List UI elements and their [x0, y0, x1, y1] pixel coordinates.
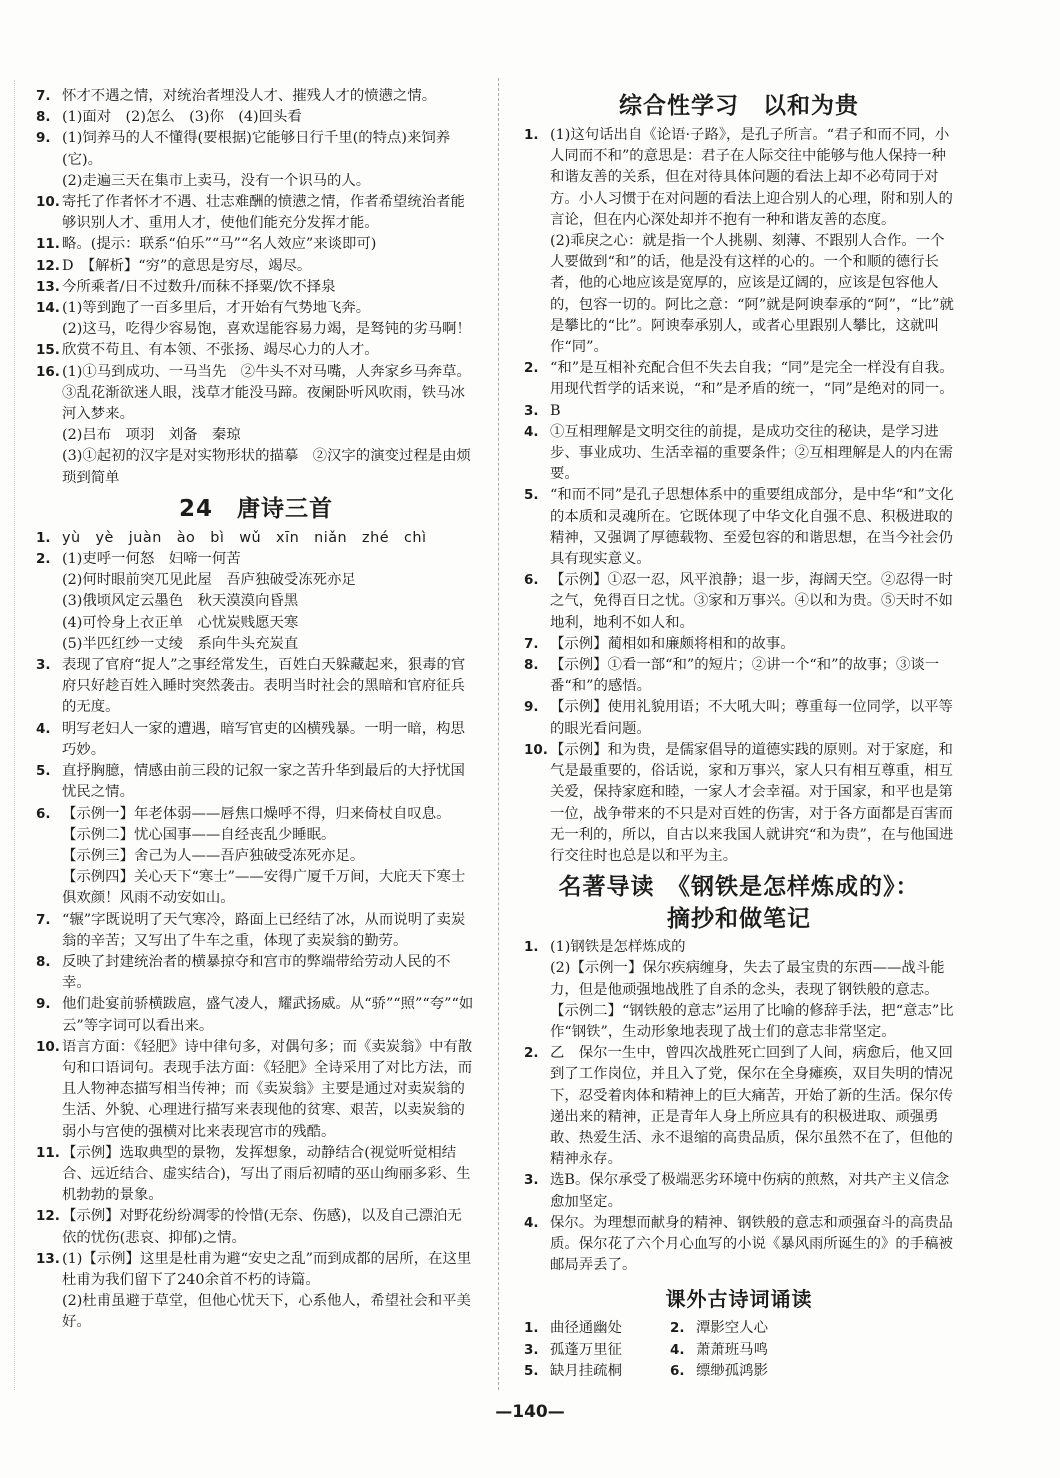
- section-heading-24: 24 唐诗三首: [178, 495, 333, 522]
- poem-line: 萧萧班马鸣: [696, 1341, 768, 1358]
- item-number: 11.: [36, 1144, 60, 1161]
- answer-text: (1)【示例】这里是杜甫为避“安史之乱”而到成都的居所，在这里杜甫为我们留下了240余首不朽的诗篇。: [62, 1250, 472, 1288]
- item-number: 1.: [524, 127, 539, 143]
- answer-item: [524, 401, 954, 422]
- item-number: 10.: [36, 194, 60, 211]
- item-number: 4.: [670, 1341, 685, 1358]
- poem-line: 潭影空人心: [696, 1320, 768, 1337]
- answer-text: 明写老妇人一家的遭遇，暗写官吏的凶横残暴。一明一暗，构思巧妙。: [62, 720, 465, 758]
- answer-item: [524, 740, 954, 867]
- answer-text: 反映了封建统治者的横暴掠夺和宫市的弊端带给劳动人民的不幸。: [62, 953, 451, 992]
- answer-item: [36, 256, 476, 277]
- item-number: 7.: [36, 88, 51, 104]
- answer-text: 【示例一】年老体弱——唇焦口燥呼不得，归来倚杖自叹息。: [62, 805, 451, 822]
- item-number: 14.: [36, 300, 60, 317]
- answer-text: 寄托了作者怀才不遇、壮志难酬的愤懑之情，作者希望统治者能够识别人才、重用人才，使他们能充分发挥才能。: [62, 194, 465, 232]
- answer-item: [36, 804, 476, 910]
- answer-item: [36, 952, 476, 994]
- item-number: 2.: [670, 1320, 685, 1337]
- section-heading-classics: [524, 871, 954, 935]
- answer-text: 表现了官府“捉人”之事经常发生，百姓白天躲藏起来，狠毒的官府只好趁百姓入睡时突然袭击。表明当时社会的黑暗和官府征兵的无度。: [62, 657, 466, 716]
- answer-text: (3)①起初的汉字是对实物形状的描摹 ②汉字的演变过程是由烦琐到简单: [62, 448, 471, 486]
- answer-text: 【示例】蔺相如和廉颇将相和的故事。: [550, 635, 795, 652]
- answer-text: (1)①马到成功、一马当先 ②牛头不对马嘴，人奔家乡马奔草。③乱花渐欲迷人眼，浅草才能没马蹄。夜阑卧听风吹雨，铁马冰河入梦来。: [62, 363, 471, 423]
- item-number: 3.: [36, 657, 51, 674]
- answer-item: [36, 549, 476, 655]
- answer-item: [36, 1249, 476, 1334]
- answer-text: 【示例】和为贵，是儒家倡导的道德实践的原则。对于家庭，和气是最重要的，俗话说，家和万事兴，家人只有相互尊重，相互关爱，保持家庭和睦，一家人才会幸福。对于国家，和平也是第一位，战争带来的不只是对百姓的伤害，对于各方面都是百害而无一利的，所以，自古以来我国人就讲究“和为贵”，在与他国进行交往时也总是以和平为主。: [550, 741, 954, 864]
- answer-text: (2)【示例一】保尔疾病缠身，失去了最宝贵的东西——战斗能力，但是他顽强地战胜了自杀的念头，表现了钢铁般的意志。: [550, 960, 945, 998]
- answer-item: [36, 910, 476, 952]
- answer-text: (2)吕布 项羽 刘备 秦琼: [62, 427, 241, 444]
- answers-block-8: [36, 86, 476, 489]
- answer-item: [36, 719, 476, 761]
- answer-item: [524, 570, 954, 634]
- answers-block-harmony: [524, 125, 954, 867]
- answer-text: 【示例四】关心天下“寒士”——安得广厦千万间，大庇天下寒士俱欢颜！风雨不动安如山。: [62, 869, 466, 907]
- item-number: 1.: [36, 529, 51, 546]
- answer-item: [524, 1170, 954, 1212]
- answer-text: 【示例】使用礼貌用语；不大吼大叫；尊重每一位同学，以平等的眼光看问题。: [550, 699, 953, 737]
- poem-answer: [524, 1340, 670, 1361]
- item-number: 16.: [36, 363, 60, 380]
- answer-text: (4)可怜身上衣正单 心忧炭贱愿天寒: [62, 614, 299, 631]
- answer-item: [524, 634, 954, 655]
- answer-text: “辗”字既说明了天气寒冷，路面上已经结了冰，从而说明了卖炭翁的辛苦；又写出了牛车之重，体现了卖炭翁的勤劳。: [62, 911, 466, 949]
- poem-line: 曲径通幽处: [550, 1320, 622, 1337]
- answer-text: (1)等到跑了一百多里后，才开始有气势地飞奔。: [62, 300, 371, 317]
- answer-text: (1)这句话出自《论语·子路》，是孔子所言。“君子和而不同，小人同而不和”的意思是：君子在人际交往中能够与他人保持一种和谐友善的关系，但在对待具体问题的看法上却不必苟同于对方。小人习惯于在对问题的看法上迎合别人的心理，附和别人的言论，但在内心深处却并不抱有一种和谐友善的态度。: [550, 127, 953, 228]
- answer-item: [36, 1037, 476, 1143]
- poem-answer: [524, 1361, 670, 1382]
- answer-text: (3)俄顷风定云墨色 秋天漠漠向昏黑: [62, 593, 299, 610]
- answer-text: 【示例】①看一部“和”的短片；②讲一个“和”的故事；③谈一番“和”的感悟。: [550, 657, 940, 695]
- answer-text: (2)杜甫虽避于草堂，但他心忧天下，心系他人，希望社会和平美好。: [62, 1293, 471, 1331]
- item-number: 11.: [36, 236, 60, 253]
- answer-item: [36, 655, 476, 719]
- item-number: 4.: [524, 423, 539, 440]
- item-number: 6.: [670, 1362, 685, 1379]
- poem-row: [524, 1318, 954, 1339]
- section-heading-harmony: 综合性学习 以和为贵: [619, 93, 859, 119]
- poem-answer: [670, 1361, 816, 1382]
- answer-text: (5)半匹红纱一丈绫 系向牛头充炭直: [62, 635, 299, 652]
- item-number: 9.: [36, 130, 51, 147]
- poem-line: 缺月挂疏桐: [550, 1362, 622, 1379]
- answer-text: 保尔。为理想而献身的精神、钢铁般的意志和顽强奋斗的高贵品质。保尔花了六个月心血写的小说《暴风雨所诞生的》的手稿被邮局弄丢了。: [550, 1214, 953, 1274]
- item-number: 7.: [36, 911, 51, 928]
- answer-text: 【示例二】忧心国事——自经丧乱少睡眠。: [62, 826, 336, 843]
- answer-text: D 【解析】“穷”的意思是穷尽，竭尽。: [62, 257, 312, 274]
- answer-item: [36, 362, 476, 489]
- answer-text: 今所乘者/日不过数升/而秣不择粟/饮不择泉: [62, 278, 336, 295]
- answer-text: 【示例】选取典型的景物，发挥想象，动静结合(视觉听觉相结合、远近结合、虚实结合)，写出了雨后初晴的巫山绚丽多彩、生机勃勃的景象。: [62, 1144, 471, 1204]
- item-number: 2.: [36, 551, 51, 568]
- answer-item: [36, 761, 476, 803]
- answer-item: [36, 192, 476, 234]
- item-number: 4.: [36, 720, 51, 737]
- answer-text: 【示例三】舍己为人——吾庐独破受冻死亦足。: [62, 847, 365, 864]
- answer-text: “和”是互相补充配合但不失去自我；“同”是完全一样没有自我。用现代哲学的话来说，“和”是矛盾的统一，“同”是绝对的同一。: [550, 360, 954, 398]
- answer-text: (2)这马，吃得少容易饱，喜欢逞能容易力竭，是驽钝的劣马啊！: [62, 321, 471, 338]
- answer-item: [524, 937, 954, 1043]
- answer-text: 【示例二】“钢铁般的意志”运用了比喻的修辞手法，把“意志”比作“钢铁”，生动形象地表现了战士们的意志非常坚定。: [550, 1002, 954, 1040]
- item-number: 2.: [524, 1045, 539, 1062]
- answer-item: [36, 86, 476, 107]
- answer-item: [524, 1213, 954, 1277]
- answer-text: (2)何时眼前突兀见此屋 吾庐独破受冻死亦足: [62, 572, 356, 589]
- answer-text: 他们赴宴前骄横跋扈，盛气凌人，耀武扬威。从“骄”“照”“夸”“如云”等字词可以看出来。: [62, 996, 474, 1034]
- pinyin-answer: yù yè juàn ào bì wǔ xīn niǎn zhé chì: [62, 529, 427, 546]
- item-number: 6.: [524, 572, 539, 589]
- answer-text: 语言方面：《轻肥》诗中律句多，对偶句多；而《卖炭翁》中有散句和口语词句。表现手法方面：《轻肥》全诗采用了对比方法，而且人物神态描写相当传神；而《卖炭翁》主要是通过对卖炭翁的生活、外貌、心理进行描写来表现他的贫寒、艰苦，以卖炭翁的弱小与宫使的强横对比来表现宫市的残酷。: [62, 1038, 473, 1140]
- answer-item: [36, 340, 476, 361]
- answer-text: “和而不同”是孔子思想体系中的重要组成部分，是中华“和”文化的本质和灵魂所在。它既体现了中华文化自强不息、积极进取的精神，又强调了厚德载物、至爱包容的和谐思想，在当今社会仍具有现实意义。: [550, 487, 954, 568]
- item-number: 6.: [36, 805, 51, 822]
- item-number: 8.: [524, 657, 539, 674]
- answer-item: [36, 1206, 476, 1248]
- item-number: 5.: [524, 1362, 539, 1379]
- item-number: 13.: [36, 278, 60, 295]
- answer-item: [36, 128, 476, 192]
- section-heading-poems: 课外古诗词诵读: [665, 1287, 813, 1312]
- item-number: 9.: [36, 996, 51, 1013]
- answer-item: [524, 422, 954, 486]
- item-number: 5.: [36, 763, 51, 780]
- poem-answer: [524, 1318, 670, 1339]
- item-number: 12.: [36, 1208, 60, 1225]
- item-number: 9.: [524, 699, 539, 716]
- answer-text: ①互相理解是文明交往的前提，是成功交往的秘诀，是学习进步、事业成功、生活幸福的重要条件；②互相理解是人的内在需要。: [550, 423, 953, 483]
- answer-item: [524, 697, 954, 739]
- right-column: [524, 86, 954, 1382]
- column-divider: [498, 78, 499, 1390]
- poem-answer: [670, 1340, 816, 1361]
- answer-item: [36, 1143, 476, 1207]
- item-number: 3.: [524, 402, 539, 419]
- item-number: 8.: [36, 953, 51, 970]
- answer-text: (2)乖戾之心：就是指一个人挑剔、刻薄、不跟别人合作。一个人要做到“和”的话，他是没有这样的心的。一个和顺的德行长者，他的心地应该是宽厚的，应该是辽阔的，应该是包容他人的，包容一切的。阿比之意：“阿”就是阿谀奉承的“阿”，“比”就是攀比的“比”。阿谀奉承别人，或者心里跟别人攀比，这就叫作“同”。: [550, 233, 954, 356]
- item-number: 8.: [36, 109, 51, 126]
- answer-item: [36, 994, 476, 1036]
- answer-item: [36, 107, 476, 128]
- answer-text: B: [550, 402, 561, 419]
- item-number: 13.: [36, 1250, 60, 1267]
- poem-answer: [670, 1318, 816, 1339]
- answer-item: [524, 1043, 954, 1170]
- left-column: [36, 86, 476, 1334]
- answer-text: 乙 保尔一生中，曾四次战胜死亡回到了人间，病愈后，他又回到了工作岗位，并且入了党，保尔在全身瘫痪，双目失明的情况下，忍受着肉体和精神上的巨大痛苦，开始了新的生活。保尔传递出来的精神，正是青年人身上所应具有的积极进取、顽强勇敢、热爱生活、永不退缩的高贵品质，保尔虽然不在了，但他的精神永存。: [550, 1045, 953, 1168]
- answer-text: 欣赏不苟且、有本领、不张扬、竭尽心力的人才。: [62, 342, 379, 359]
- answer-item: [36, 528, 476, 549]
- answer-text: 怀才不遇之情，对统治者埋没人才、摧残人才的愤懑之情。: [62, 88, 437, 104]
- answer-item: [524, 655, 954, 697]
- answer-text: (2)走遍三天在集市上卖马，没有一个识马的人。: [62, 172, 371, 189]
- poem-answers: [524, 1318, 954, 1382]
- page-number: —140—: [495, 1402, 565, 1422]
- poem-row: [524, 1361, 954, 1382]
- answer-text: (1)钢铁是怎样炼成的: [550, 939, 686, 956]
- answer-text: 直抒胸臆，情感由前三段的记叙一家之苦升华到最后的大抒忧国忧民之情。: [62, 763, 465, 801]
- poem-line: 孤蓬万里征: [550, 1341, 622, 1358]
- answer-item: [524, 485, 954, 570]
- item-number: 12.: [36, 257, 60, 274]
- heading-line-2: 摘抄和做笔记: [667, 906, 811, 933]
- answer-text: 略。(提示：联系“伯乐”“马”“名人效应”来谈即可): [62, 236, 377, 253]
- answer-text: (1)面对 (2)怎么 (3)你 (4)回头看: [62, 109, 302, 126]
- item-number: 10.: [36, 1038, 60, 1055]
- item-number: 10.: [524, 741, 548, 758]
- item-number: 2.: [524, 360, 539, 377]
- answer-item: [36, 298, 476, 340]
- answer-item: [36, 277, 476, 298]
- answer-item: [524, 125, 954, 358]
- item-number: 7.: [524, 635, 539, 652]
- answer-item: [524, 358, 954, 400]
- poem-line: 缥缈孤鸿影: [696, 1362, 768, 1379]
- item-number: 1.: [524, 1320, 539, 1337]
- item-number: 15.: [36, 342, 60, 359]
- item-number: 1.: [524, 939, 539, 956]
- answer-text: (1)饲养马的人不懂得(要根据)它能够日行千里(的特点)来饲养(它)。: [62, 130, 451, 168]
- margin-guide: [14, 80, 15, 1390]
- answer-item: [36, 234, 476, 255]
- answer-text: 【示例】对野花纷纷凋零的怜惜(无奈、伤感)，以及自己漂泊无依的忧伤(悲哀、抑郁)之情。: [62, 1208, 462, 1246]
- item-number: 3.: [524, 1172, 539, 1189]
- answers-block-steel: [524, 937, 954, 1276]
- poem-row: [524, 1340, 954, 1361]
- answer-text: 【示例】①忍一忍，风平浪静；退一步，海阔天空。②忍得一时之气，免得百日之忧。③家和万事兴。④以和为贵。⑤天时不如地利，地利不如人和。: [550, 572, 953, 631]
- item-number: 5.: [524, 487, 539, 504]
- answer-text: 选B。保尔承受了极端恶劣环境中伤病的煎熬，对共产主义信念愈加坚定。: [550, 1172, 950, 1210]
- answer-text: (1)吏呼一何怒 妇啼一何苦: [62, 551, 241, 568]
- answers-block-24: [36, 549, 476, 1334]
- heading-line-1: 名著导读 《钢铁是怎样炼成的》：: [558, 874, 920, 901]
- item-number: 4.: [524, 1214, 539, 1231]
- item-number: 3.: [524, 1341, 539, 1358]
